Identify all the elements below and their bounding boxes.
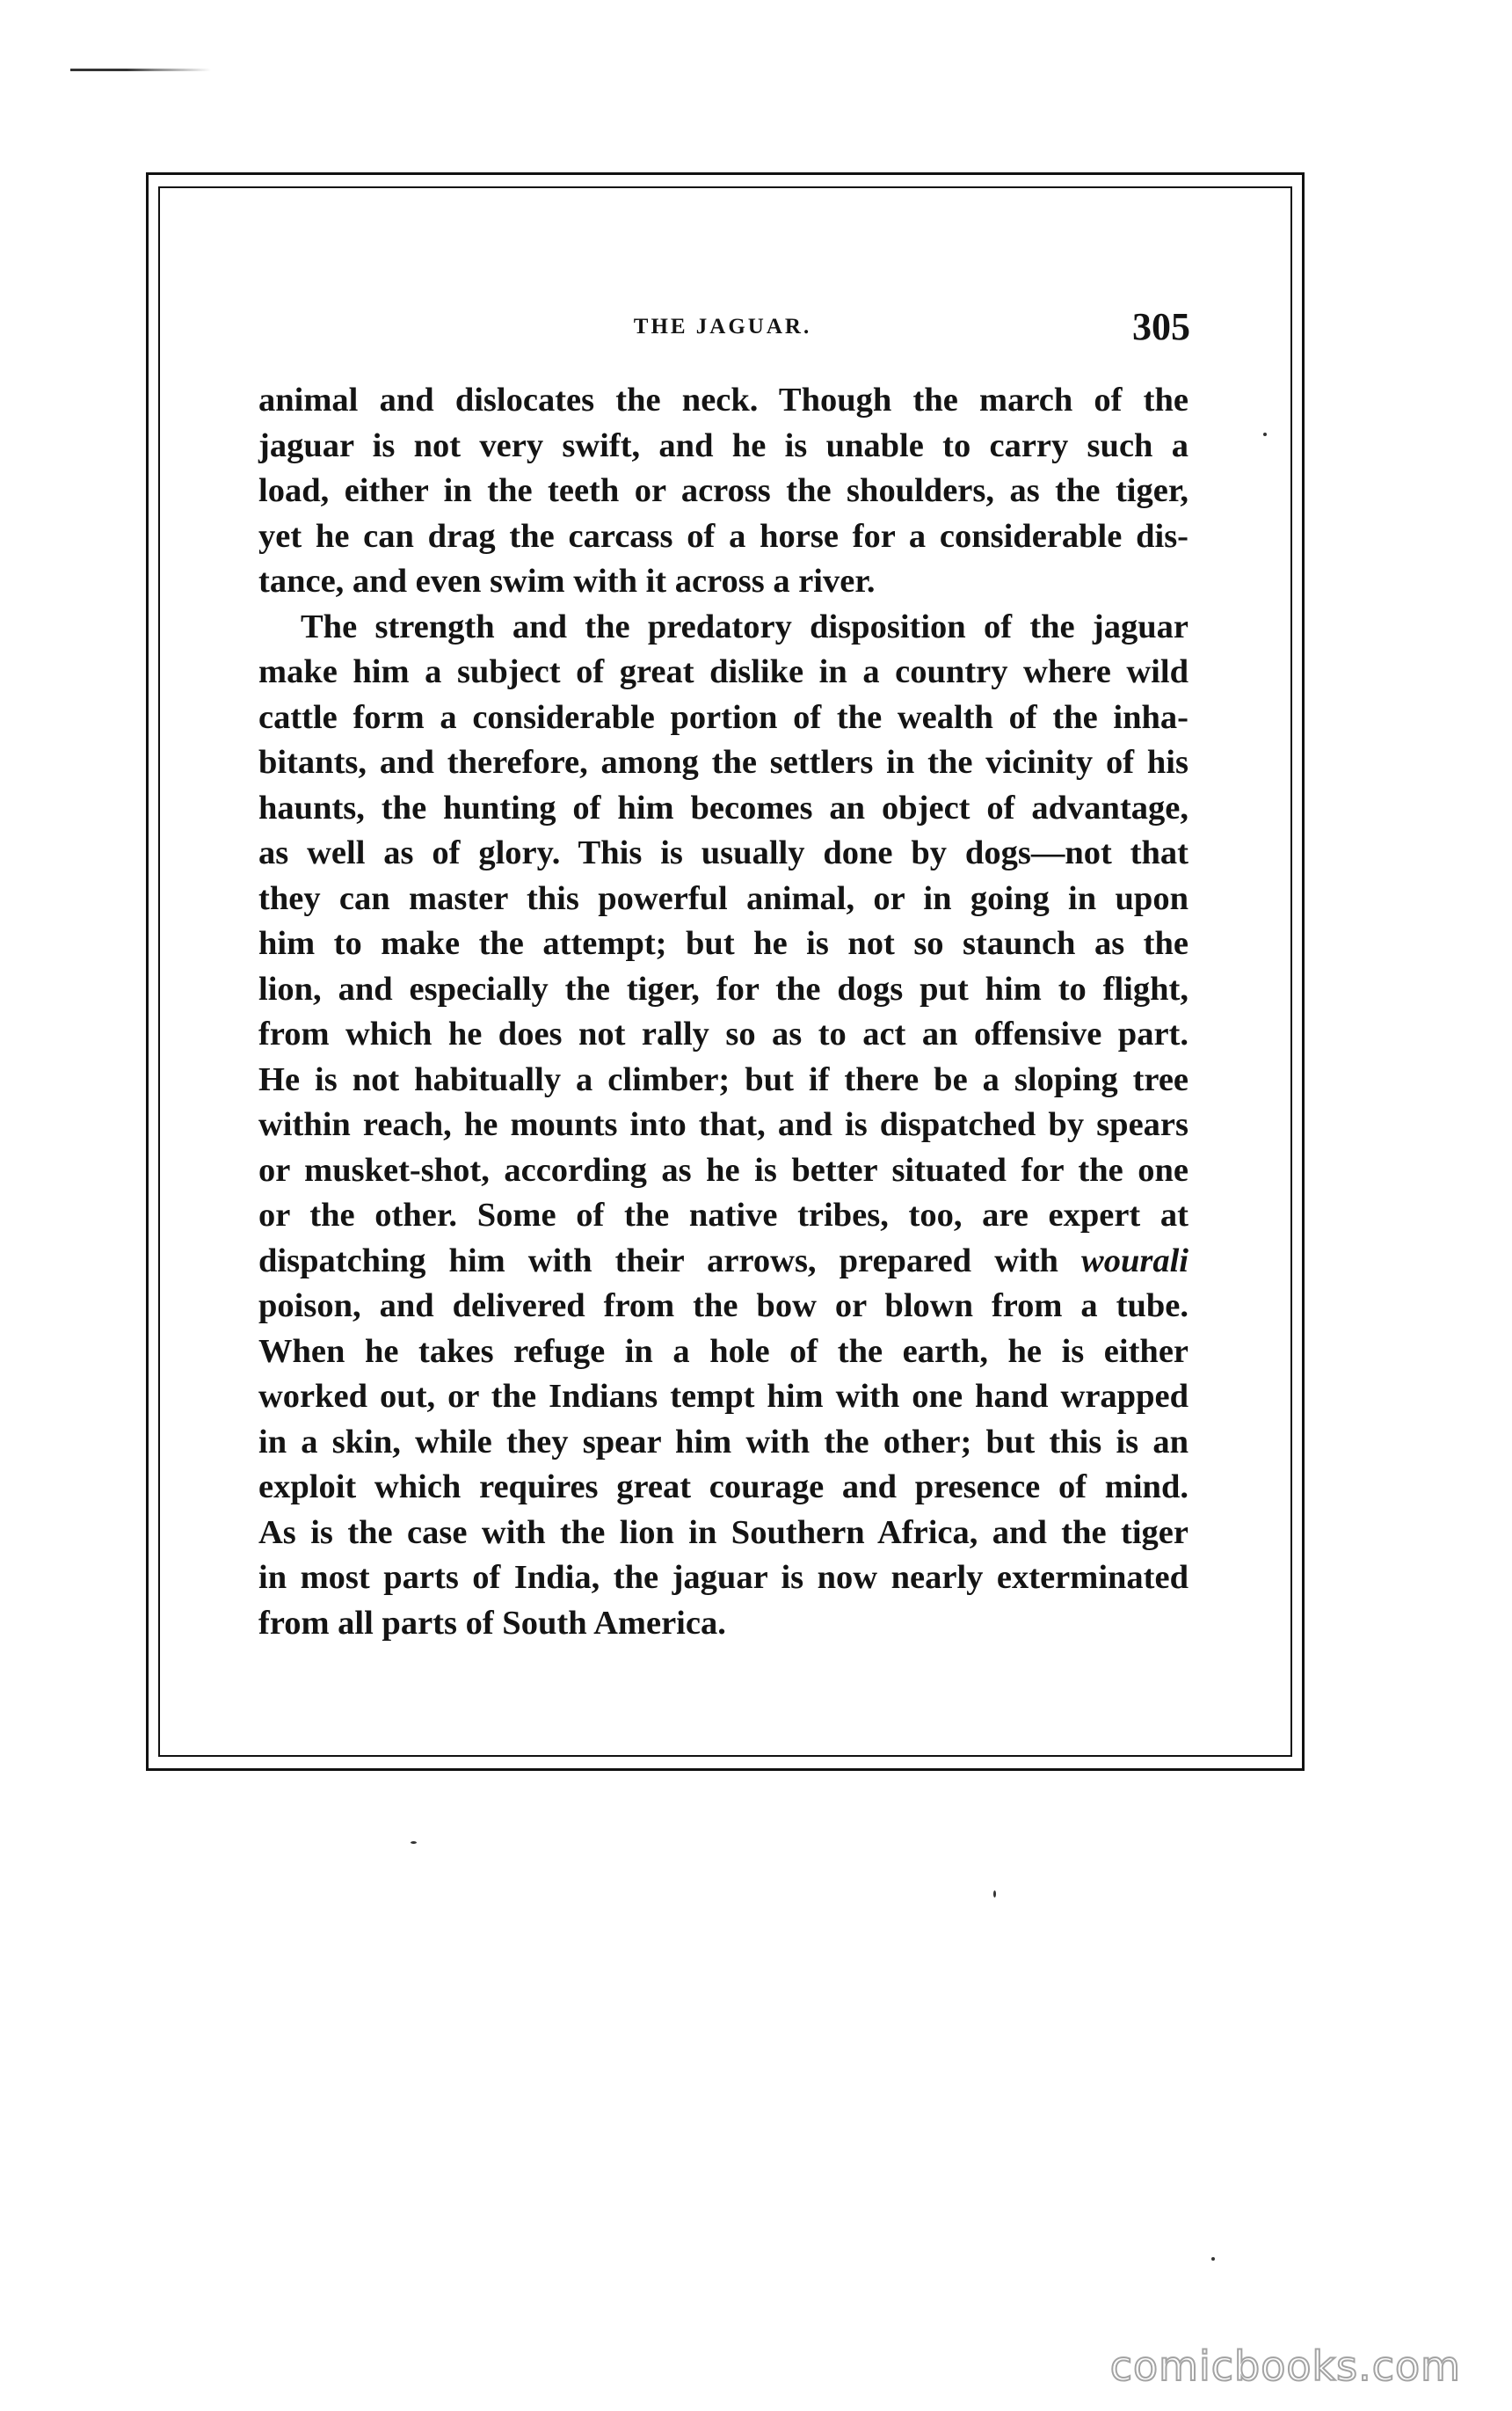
text-line: or the other. Some of the native tribes, too, are expert at <box>258 1197 1189 1234</box>
watermark-logo: comicbooks.com <box>1109 2342 1461 2390</box>
text-line: as well as of glory. This is usually done by dogs—not that <box>258 834 1189 871</box>
running-head <box>255 306 1190 359</box>
scan-artifact-rule <box>70 69 211 71</box>
text-line: As is the case with the lion in Southern Africa, and the tiger <box>258 1513 1189 1551</box>
text-line: exploit which requires great courage and presence of mind. <box>258 1468 1189 1505</box>
text-line-with-italic <box>258 1239 1189 1285</box>
scan-speck <box>1211 2257 1215 2261</box>
text-line: tance, and even swim with it across a river. <box>258 563 876 600</box>
scan-speck <box>1263 433 1267 436</box>
text-line: from which he does not rally so as to act an offensive part. <box>258 1016 1189 1053</box>
text-line: cattle form a considerable portion of the wealth of the inha- <box>258 698 1189 736</box>
page-number: 305 <box>1132 305 1190 348</box>
text-line: or musket-shot, according as he is better situated for the one <box>258 1151 1189 1189</box>
text-line: in a skin, while they spear him with the other; but this is an <box>258 1423 1189 1460</box>
text-line: haunts, the hunting of him becomes an object of advantage, <box>258 789 1189 827</box>
text-line: animal and dislocates the neck. Though the march of the <box>258 382 1189 419</box>
text-line: lion, and especially the tiger, for the dogs put him to flight, <box>258 970 1189 1008</box>
text-line: in most parts of India, the jaguar is now nearly exterminated <box>258 1559 1189 1596</box>
text-line: within reach, he mounts into that, and is dispatched by spears <box>258 1106 1189 1143</box>
text-line-prefix: dispatching him with their arrows, prepared with <box>258 1242 1082 1279</box>
text-line: worked out, or the Indians tempt him with one hand wrapped <box>258 1378 1189 1415</box>
text-line: from all parts of South America. <box>258 1604 726 1642</box>
text-line: jaguar is not very swift, and he is unable to carry such a <box>258 426 1189 464</box>
text-body <box>258 378 1189 1646</box>
running-title: THE JAGUAR. <box>633 315 812 339</box>
scan-speck <box>993 1890 996 1897</box>
paragraph-1 <box>258 378 1189 605</box>
text-line: they can master this powerful animal, or in going in upon <box>258 879 1189 917</box>
italic-term: wourali <box>1081 1242 1189 1279</box>
text-line: He is not habitually a climber; but if there be a sloping tree <box>258 1060 1189 1098</box>
text-line: load, either in the teeth or across the shoulders, as the tiger, <box>258 472 1189 509</box>
text-line: yet he can drag the carcass of a horse for a considerable dis- <box>258 517 1189 555</box>
text-line: make him a subject of great dislike in a country where wild <box>258 653 1189 690</box>
scan-speck <box>411 1841 417 1844</box>
text-line: When he takes refuge in a hole of the earth, he is either <box>258 1332 1189 1370</box>
text-line: him to make the attempt; but he is not so staunch as the <box>258 925 1189 962</box>
paragraph-2 <box>258 605 1189 1647</box>
text-line: poison, and delivered from the bow or blown from a tube. <box>258 1287 1189 1324</box>
text-line: bitants, and therefore, among the settlers in the vicinity of his <box>258 744 1189 781</box>
text-line: The strength and the predatory disposition of the jaguar <box>301 608 1189 645</box>
